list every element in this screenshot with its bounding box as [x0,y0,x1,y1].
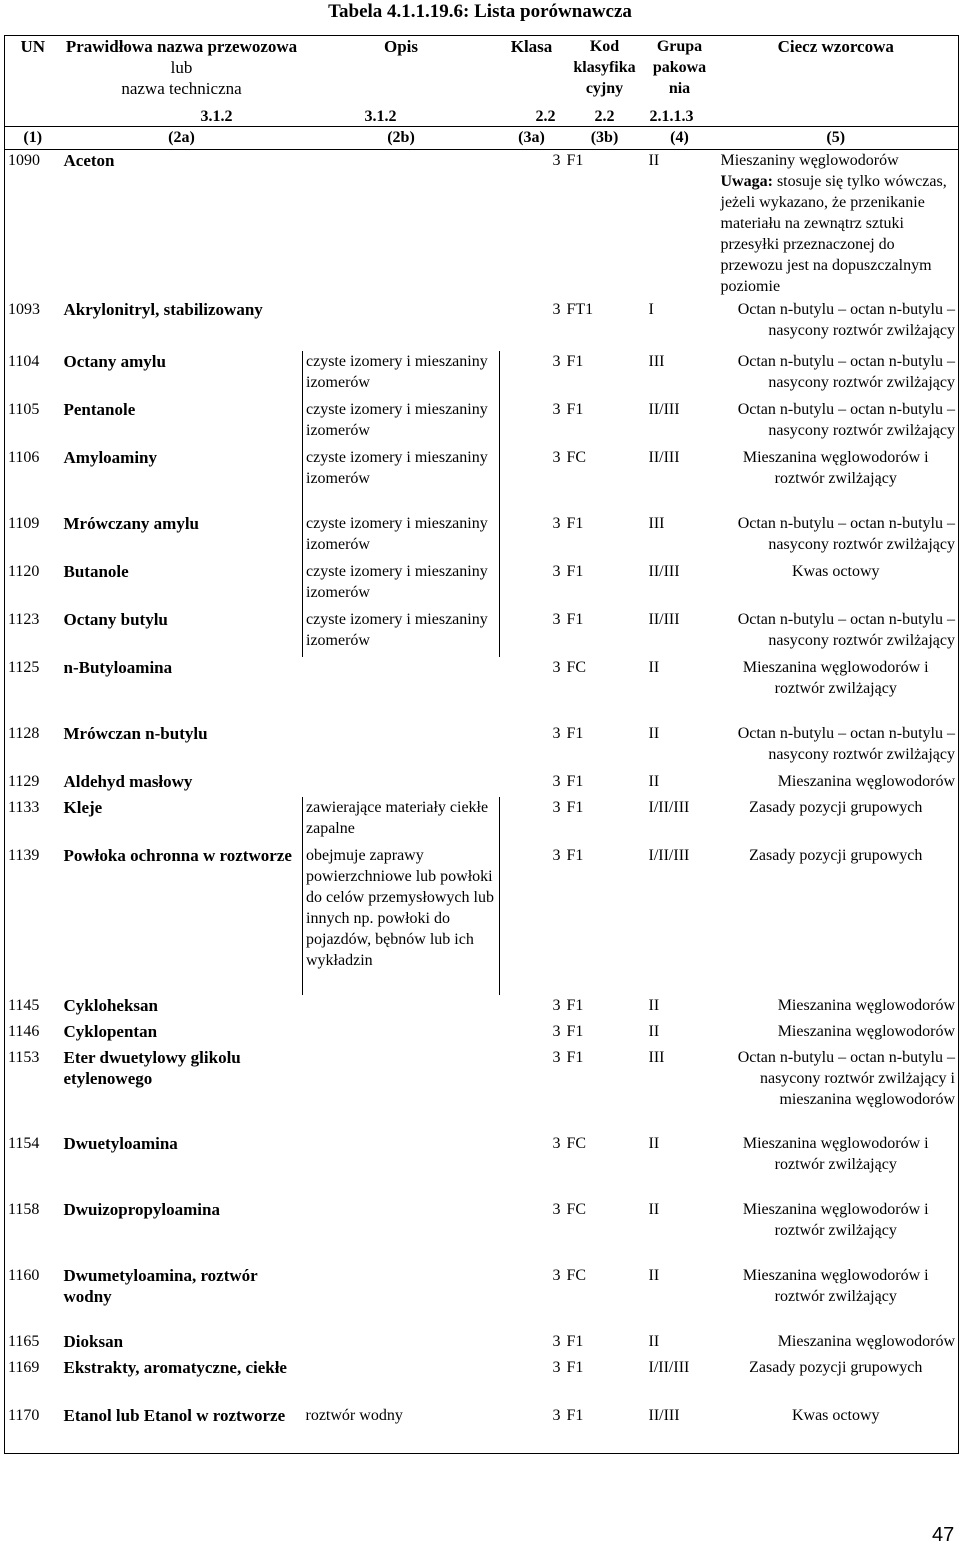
row-ciecz: Octan n-butylu – octan n-butylu –nasycony roztwór zwilżający [737,301,955,339]
row-kod: F1 [566,151,584,169]
row-ciecz: Zasady pozycji grupowych [749,847,923,864]
table-row [5,1405,959,1453]
table-row [5,1047,959,1133]
table-title: Tabela 4.1.1.19.6: Lista porównawcza [328,1,632,22]
header-name-part2: lub [170,58,193,77]
uwaga-note [717,171,956,297]
row-opis: czyste izomery i mieszaniny izomerów [303,561,500,609]
row-grupa: II [648,1023,660,1040]
row-kod: FC [566,1267,587,1284]
row-ciecz [714,149,959,299]
row-un: 1109 [8,515,40,532]
row-klasa: 3 [552,353,561,370]
row-name: n-Butyloamina [63,658,173,677]
row-un: 1169 [8,1359,40,1376]
col-label-5: (5) [714,126,959,149]
row-kod: FC [566,1135,587,1152]
table-row [5,845,959,995]
table-row [5,351,959,399]
row-ciecz: Mieszanina węglowodorów i roztwór zwilżający [742,1201,929,1239]
row-un: 1154 [8,1135,40,1152]
row-kod: F1 [566,401,584,418]
row-ciecz: Octan n-butylu – octan n-butylu –nasycony roztwór zwilżający [737,401,955,439]
row-opis: czyste izomery i mieszaniny izomerów [303,609,500,657]
row-ciecz: Octan n-butylu – octan n-butylu –nasycony roztwór zwilżający i mieszanina węglowodorów [737,1049,955,1108]
row-opis [303,1357,500,1405]
row-klasa: 3 [552,1333,561,1350]
row-ciecz: Octan n-butylu – octan n-butylu –nasycony roztwór zwilżający [737,353,955,391]
row-klasa: 3 [552,799,561,816]
row-name: Pentanole [63,400,136,419]
row-ciecz: Mieszanina węglowodorów [777,997,955,1014]
row-ciecz: Mieszanina węglowodorów i roztwór zwilżający [742,659,929,697]
col-label-3b: (3b) [564,126,646,149]
table-row [5,447,959,513]
row-un: 1146 [8,1023,40,1040]
row-opis: roztwór wodny [305,1407,403,1424]
row-grupa: II [648,659,660,676]
row-name: Cyklopentan [63,1022,158,1041]
col-label-1: (1) [5,126,61,149]
row-kod: F1 [566,1023,584,1040]
row-un: 1170 [8,1407,40,1424]
row-kod: F1 [566,725,584,742]
refs-row [5,108,959,127]
row-name: Ekstrakty, aromatyczne, ciekłe [63,1358,287,1377]
row-kod: F1 [566,353,584,370]
comparison-table [4,35,959,1454]
row-ciecz: Zasady pozycji grupowych [749,1359,923,1376]
row-klasa: 3 [552,611,561,628]
header-kod: Kod klasyfika cyjny [573,38,636,97]
row-kod: FC [566,449,587,466]
row-opis [303,657,500,723]
row-klasa: 3 [552,725,561,742]
row-un: 1090 [8,151,40,169]
row-klasa: 3 [552,847,561,864]
row-un: 1145 [8,997,40,1014]
ref-name: 3.1.2 [200,107,233,125]
row-opis [303,995,500,1021]
table-row [5,1021,959,1047]
ref-grupa: 2.1.1.3 [649,107,694,125]
row-klasa: 3 [552,563,561,580]
row-klasa: 3 [552,401,561,418]
row-ciecz: Mieszanina węglowodorów [777,1023,955,1040]
row-kod: F1 [566,1333,584,1350]
row-opis [303,1331,500,1357]
row-grupa: II [648,151,660,169]
row-opis [303,1133,500,1199]
row-grupa: II/III [648,1407,680,1424]
row-un: 1123 [8,611,40,628]
row-kod: F1 [566,799,584,816]
row-name: Kleje [63,798,103,817]
header-ciecz: Ciecz wzorcowa [777,37,894,56]
header-klasa: Klasa [510,37,553,56]
table-row [5,723,959,771]
row-grupa: II [648,773,660,790]
header-opis: Opis [383,37,419,56]
table-row [5,657,959,723]
header-name-part3: nazwa techniczna [121,79,242,98]
row-un: 1105 [8,401,40,418]
row-kod: F1 [566,997,584,1014]
row-name: Akrylonitryl, stabilizowany [63,300,263,319]
col-label-2a: (2a) [61,126,303,149]
row-un: 1128 [8,725,40,742]
row-grupa: II [648,725,660,742]
header-name [61,36,303,108]
row-ciecz: Mieszanina węglowodorów i roztwór zwilżający [742,1135,929,1173]
row-kod: F1 [566,563,584,580]
row-name: Dwumetyloamina, roztwór wodny [63,1266,258,1306]
row-klasa: 3 [552,1267,561,1284]
row-kod: F1 [566,1049,584,1066]
row-klasa: 3 [552,449,561,466]
row-ciecz: Mieszanina węglowodorów i roztwór zwilżający [742,1267,929,1305]
table-row [5,399,959,447]
row-kod: F1 [566,515,584,532]
row-name: Aceton [63,150,115,170]
row-ciecz: Zasady pozycji grupowych [749,799,923,816]
col-label-2b: (2b) [303,126,500,149]
column-label-row [5,126,959,149]
row-ciecz: Kwas octowy [791,1407,880,1424]
row-name: Etanol lub Etanol w roztworze [63,1406,286,1425]
row-name: Dioksan [63,1332,124,1351]
row-ciecz: Mieszanina węglowodorów [777,773,955,790]
row-klasa: 3 [552,773,561,790]
table-row [5,609,959,657]
table-row [5,299,959,351]
row-grupa: III [648,353,665,370]
row-opis: zawierające materiały ciekłe zapalne [303,797,500,845]
row-grupa: II/III [648,449,680,466]
row-klasa: 3 [552,1407,561,1424]
row-opis: czyste izomery i mieszaniny izomerów [303,351,500,399]
row-opis [303,149,500,299]
row-klasa: 3 [552,997,561,1014]
row-kod: F1 [566,611,584,628]
table-row [5,771,959,797]
table-row [5,1199,959,1265]
row-un: 1153 [8,1049,40,1066]
table-row [5,1133,959,1199]
row-name: Eter dwuetylowy glikolu etylenowego [63,1048,241,1088]
row-grupa: II/III [648,401,680,418]
row-klasa: 3 [552,301,561,318]
row-kod: FC [566,1201,587,1218]
row-opis: czyste izomery i mieszaniny izomerów [303,447,500,513]
row-name: Dwuizopropyloamina [63,1200,220,1219]
table-body [5,36,959,1454]
row-klasa: 3 [552,1049,561,1066]
row-grupa: I/II/III [648,1359,690,1376]
table-row [5,561,959,609]
ref-kod: 2.2 [594,107,615,125]
row-name: Mrówczan n-butylu [63,724,208,743]
row-klasa: 3 [552,151,561,169]
row-un: 1093 [8,301,40,318]
row-kod: F1 [566,1407,584,1424]
row-un: 1133 [8,799,40,816]
table-row [5,1331,959,1357]
ref-opis: 3.1.2 [364,107,397,125]
row-klasa: 3 [552,1201,561,1218]
row-grupa: III [648,1049,665,1066]
row-grupa: II [648,1135,660,1152]
row-name: Octany amylu [63,352,166,371]
table-row [5,797,959,845]
row-name: Aldehyd masłowy [63,772,193,791]
row-ciecz: Octan n-butylu – octan n-butylu –nasycony roztwór zwilżający [737,611,955,649]
row-ciecz-text: Mieszaniny węglowodorów [720,151,899,169]
row-klasa: 3 [552,1135,561,1152]
row-un: 1120 [8,563,40,580]
row-name: Cykloheksan [63,996,158,1015]
row-grupa: II/III [648,611,680,628]
row-klasa: 3 [552,659,561,676]
row-grupa: II [648,1201,660,1218]
row-kod: FT1 [566,301,594,318]
row-klasa: 3 [552,1359,561,1376]
row-grupa: II [648,1333,660,1350]
row-name: Butanole [63,562,129,581]
row-grupa: I [648,301,654,318]
row-opis: obejmuje zaprawy powierzchniowe lub powłoki do celów przemysłowych lub innych np. powłoki do pojazdów, bębnów lub ich wykładzin [303,845,500,995]
row-opis [303,723,500,771]
ref-klasa: 2.2 [535,107,556,125]
row-un: 1160 [8,1267,40,1284]
row-grupa: I/II/III [648,847,690,864]
row-opis: czyste izomery i mieszaniny izomerów [303,399,500,447]
row-name: Powłoka ochronna w roztworze [63,846,292,865]
col-label-3a: (3a) [500,126,564,149]
row-ciecz: Octan n-butylu – octan n-butylu –nasycony roztwór zwilżający [737,515,955,553]
row-klasa: 3 [552,515,561,532]
row-opis [303,1047,500,1133]
row-opis [303,1021,500,1047]
row-opis [303,299,500,351]
row-kod: FC [566,659,587,676]
table-row [5,149,959,299]
uwaga-label: Uwaga: [720,172,773,190]
row-un: 1129 [8,773,40,790]
row-un: 1104 [8,353,40,370]
row-name: Dwuetyloamina [63,1134,178,1153]
table-row [5,1357,959,1405]
table-row [5,995,959,1021]
table-row [5,1265,959,1331]
header-un: UN [20,37,46,56]
row-ciecz: Mieszanina węglowodorów i roztwór zwilżający [742,449,929,487]
header-grupa: Grupa pakowa nia [652,38,707,97]
row-opis [303,771,500,797]
uwaga-text: stosuje się tylko wówczas, jeżeli wykazano, że przenikanie materiału na zewnątrz sztuki przesyłki przeznaczonej do przewozu jest na dopuszczalnym poziomie [720,172,947,295]
row-ciecz: Octan n-butylu – octan n-butylu –nasycony roztwór zwilżający [737,725,955,763]
row-grupa: II/III [648,563,680,580]
row-opis [303,1199,500,1265]
row-un: 1158 [8,1201,40,1218]
row-grupa: II [648,1267,660,1284]
row-opis: czyste izomery i mieszaniny izomerów [303,513,500,561]
col-label-4: (4) [646,126,714,149]
row-kod: F1 [566,847,584,864]
row-ciecz: Mieszanina węglowodorów [777,1333,955,1350]
header-name-part1: Prawidłowa nazwa przewozowa [65,37,298,56]
row-klasa: 3 [552,1023,561,1040]
row-grupa: II [648,997,660,1014]
header-row [5,36,959,108]
row-kod: F1 [566,773,584,790]
table-row [5,513,959,561]
row-name: Octany butylu [63,610,168,629]
row-name: Mrówczany amylu [63,514,200,533]
row-un: 1165 [8,1333,40,1350]
row-grupa: I/II/III [648,799,690,816]
row-un: 1139 [8,847,40,864]
row-grupa: III [648,515,665,532]
row-un: 1106 [8,449,40,466]
row-ciecz: Kwas octowy [791,563,880,580]
row-un: 1125 [8,659,40,676]
row-name: Amyloaminy [63,448,157,467]
row-opis [303,1265,500,1331]
page-number: 47 [932,1524,955,1546]
row-kod: F1 [566,1359,584,1376]
